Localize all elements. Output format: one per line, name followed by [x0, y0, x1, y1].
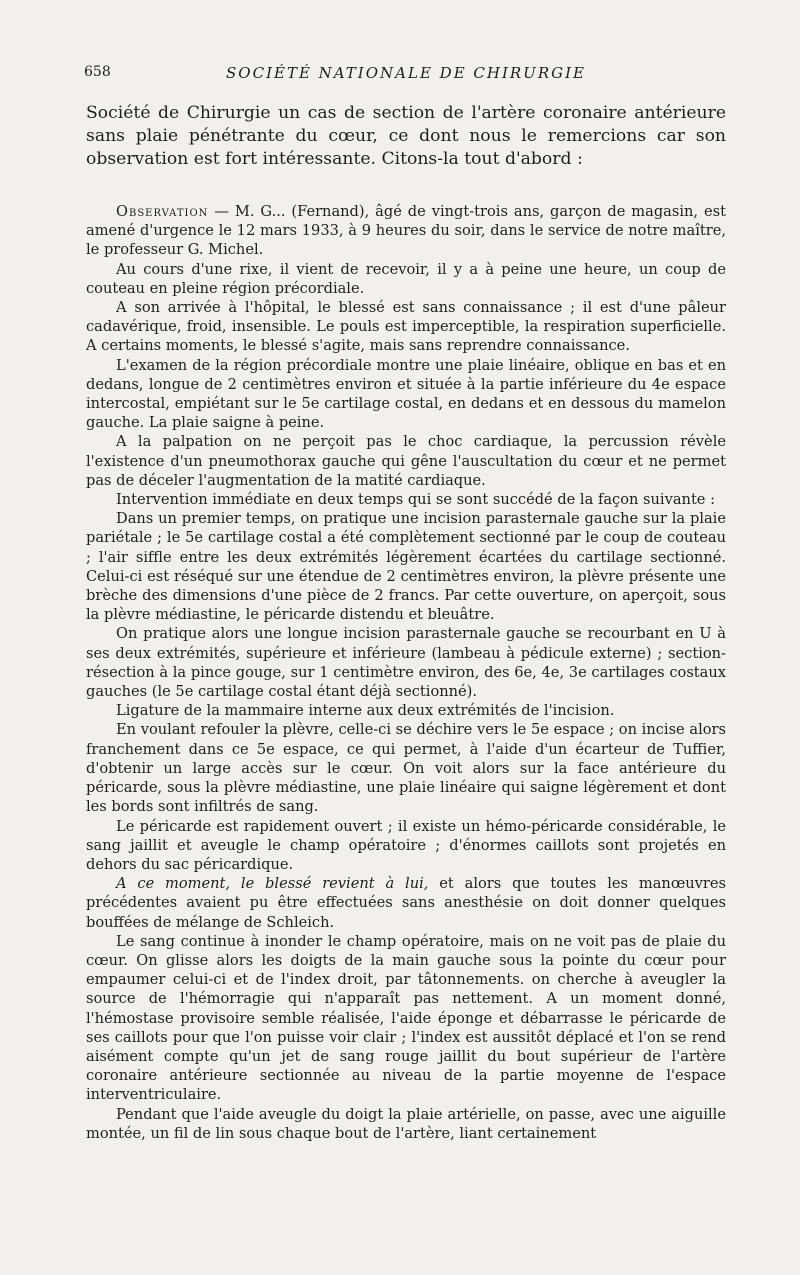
observation-paragraph [86, 202, 726, 260]
observation-paragraph: On pratique alors une longue incision parasternale gauche se recourbant en U à ses deux extrémités, supérieure et inférieure (lambeau à pédicule externe) ; section-résection à la pince gouge, sur 1 centimètre environ, des 6e, 4e, 3e cartilages costaux gauches (le 5e cartilage costal étant déjà sectionné). [86, 625, 726, 701]
observation-paragraph: Ligature de la mammaire interne aux deux extrémités de l'incision. [116, 702, 615, 720]
observation-paragraph: Dans un premier temps, on pratique une incision parasternale gauche sur la plaie pariétale ; le 5e cartilage costal a été complètement sectionné par le coup de couteau ; l'air siffle entre les deux extrémités légèrement écartées du cartilage sectionné. Celui-ci est réséqué sur une étendue de 2 centimètres environ, la plèvre présente une brèche des dimensions d'une pièce de 2 francs. Par cette ouverture, on aperçoit, sous la plèvre médiastine, le péricarde distendu et bleuâtre. [86, 510, 726, 624]
observation-section [86, 202, 726, 1143]
italic-lead: A ce moment, le blessé revient à lui, [116, 875, 429, 893]
observation-paragraph: A son arrivée à l'hôpital, le blessé est sans connaissance ; il est d'une pâleur cadavérique, froid, insensible. Le pouls est imperceptible, la respiration superficielle. A certains moments, le blessé s'agite, mais sans reprendre connaissance. [86, 299, 726, 355]
italic-paragraph-rest: et alors que toutes les manœuvres précédentes avaient pu être effectuées sans anesthésie on doit donner quelques bouffées de mélange de Schleich. [86, 875, 727, 931]
observation-paragraph: En voulant refouler la plèvre, celle-ci se déchire vers le 5e espace ; on incise alors franchement dans ce 5e espace, ce qui permet, à l'aide d'un écarteur de Tuffier, d'obtenir un large accès sur le cœur. On voit alors sur la face antérieure du péricarde, sous la plèvre médiastine, une plaie linéaire qui saigne légèrement et dont les bords sont infiltrés de sang. [86, 721, 726, 816]
observation-paragraph: Au cours d'une rixe, il vient de recevoir, il y a à peine une heure, un coup de couteau en pleine région précordiale. [86, 260, 726, 297]
observation-paragraph [86, 874, 726, 932]
observation-paragraph: L'examen de la région précordiale montre une plaie linéaire, oblique en bas et en dedans, longue de 2 centimètres environ et située à la partie inférieure du 4e espace intercostal, empiétant sur le 5e cartilage costal, en dedans et en dessous du mamelon gauche. La plaie saigne à peine. [86, 356, 726, 432]
observation-intro-text: — M. G... (Fernand), âgé de vingt-trois ans, garçon de magasin, est amené d'urgence le 12 mars 1933, à 9 heures du soir, dans le service de notre maître, le professeur G. Michel. [86, 203, 726, 259]
page-number: 658 [84, 64, 111, 80]
observation-paragraph: Intervention immédiate en deux temps qui se sont succédé de la façon suivante : [116, 491, 715, 509]
observation-paragraph: A la palpation on ne perçoit pas le choc cardiaque, la percussion révèle l'existence d'un pneumothorax gauche qui gêne l'auscultation du cœur et ne permet pas de déceler l'augmentation de la matité cardiaque. [86, 433, 726, 489]
intro-paragraph: Société de Chirurgie un cas de section de l'artère coronaire antérieure sans plaie pénétrante du cœur, ce dont nous le remercions car son observation est fort intéressante. Citons-la tout d'abord : [86, 103, 726, 169]
observation-paragraph: Le sang continue à inonder le champ opératoire, mais on ne voit pas de plaie du cœur. On glisse alors les doigts de la main gauche sous la pointe du cœur pour empaumer celui-ci et de l'index droit, par tâtonnements. on cherche à aveugler la source de l'hémorragie qui n'apparaît pas nettement. A un moment donné, l'hémostase provisoire semble réalisée, l'aide éponge et débarrasse le péricarde de ses caillots pour que l'on puisse voir clair ; l'index est aussitôt déplacé et l'on se rend aisément compte qu'un jet de sang rouge jaillit du bout supérieur de l'artère coronaire antérieure sectionnée au niveau de la partie moyenne de l'espace interventriculaire. [86, 932, 726, 1104]
running-title: SOCIÉTÉ NATIONALE DE CHIRURGIE [226, 64, 586, 82]
running-header [86, 64, 726, 84]
intro-text [86, 102, 726, 171]
observation-label: Observation [116, 203, 209, 220]
observation-paragraph: Pendant que l'aide aveugle du doigt la plaie artérielle, on passe, avec une aiguille montée, un fil de lin sous chaque bout de l'artère, liant certainement [86, 1105, 726, 1142]
observation-paragraph: Le péricarde est rapidement ouvert ; il existe un hémo-péricarde considérable, le sang jaillit et aveugle le champ opératoire ; d'énormes caillots sont projetés en dehors du sac péricardique. [86, 817, 726, 873]
